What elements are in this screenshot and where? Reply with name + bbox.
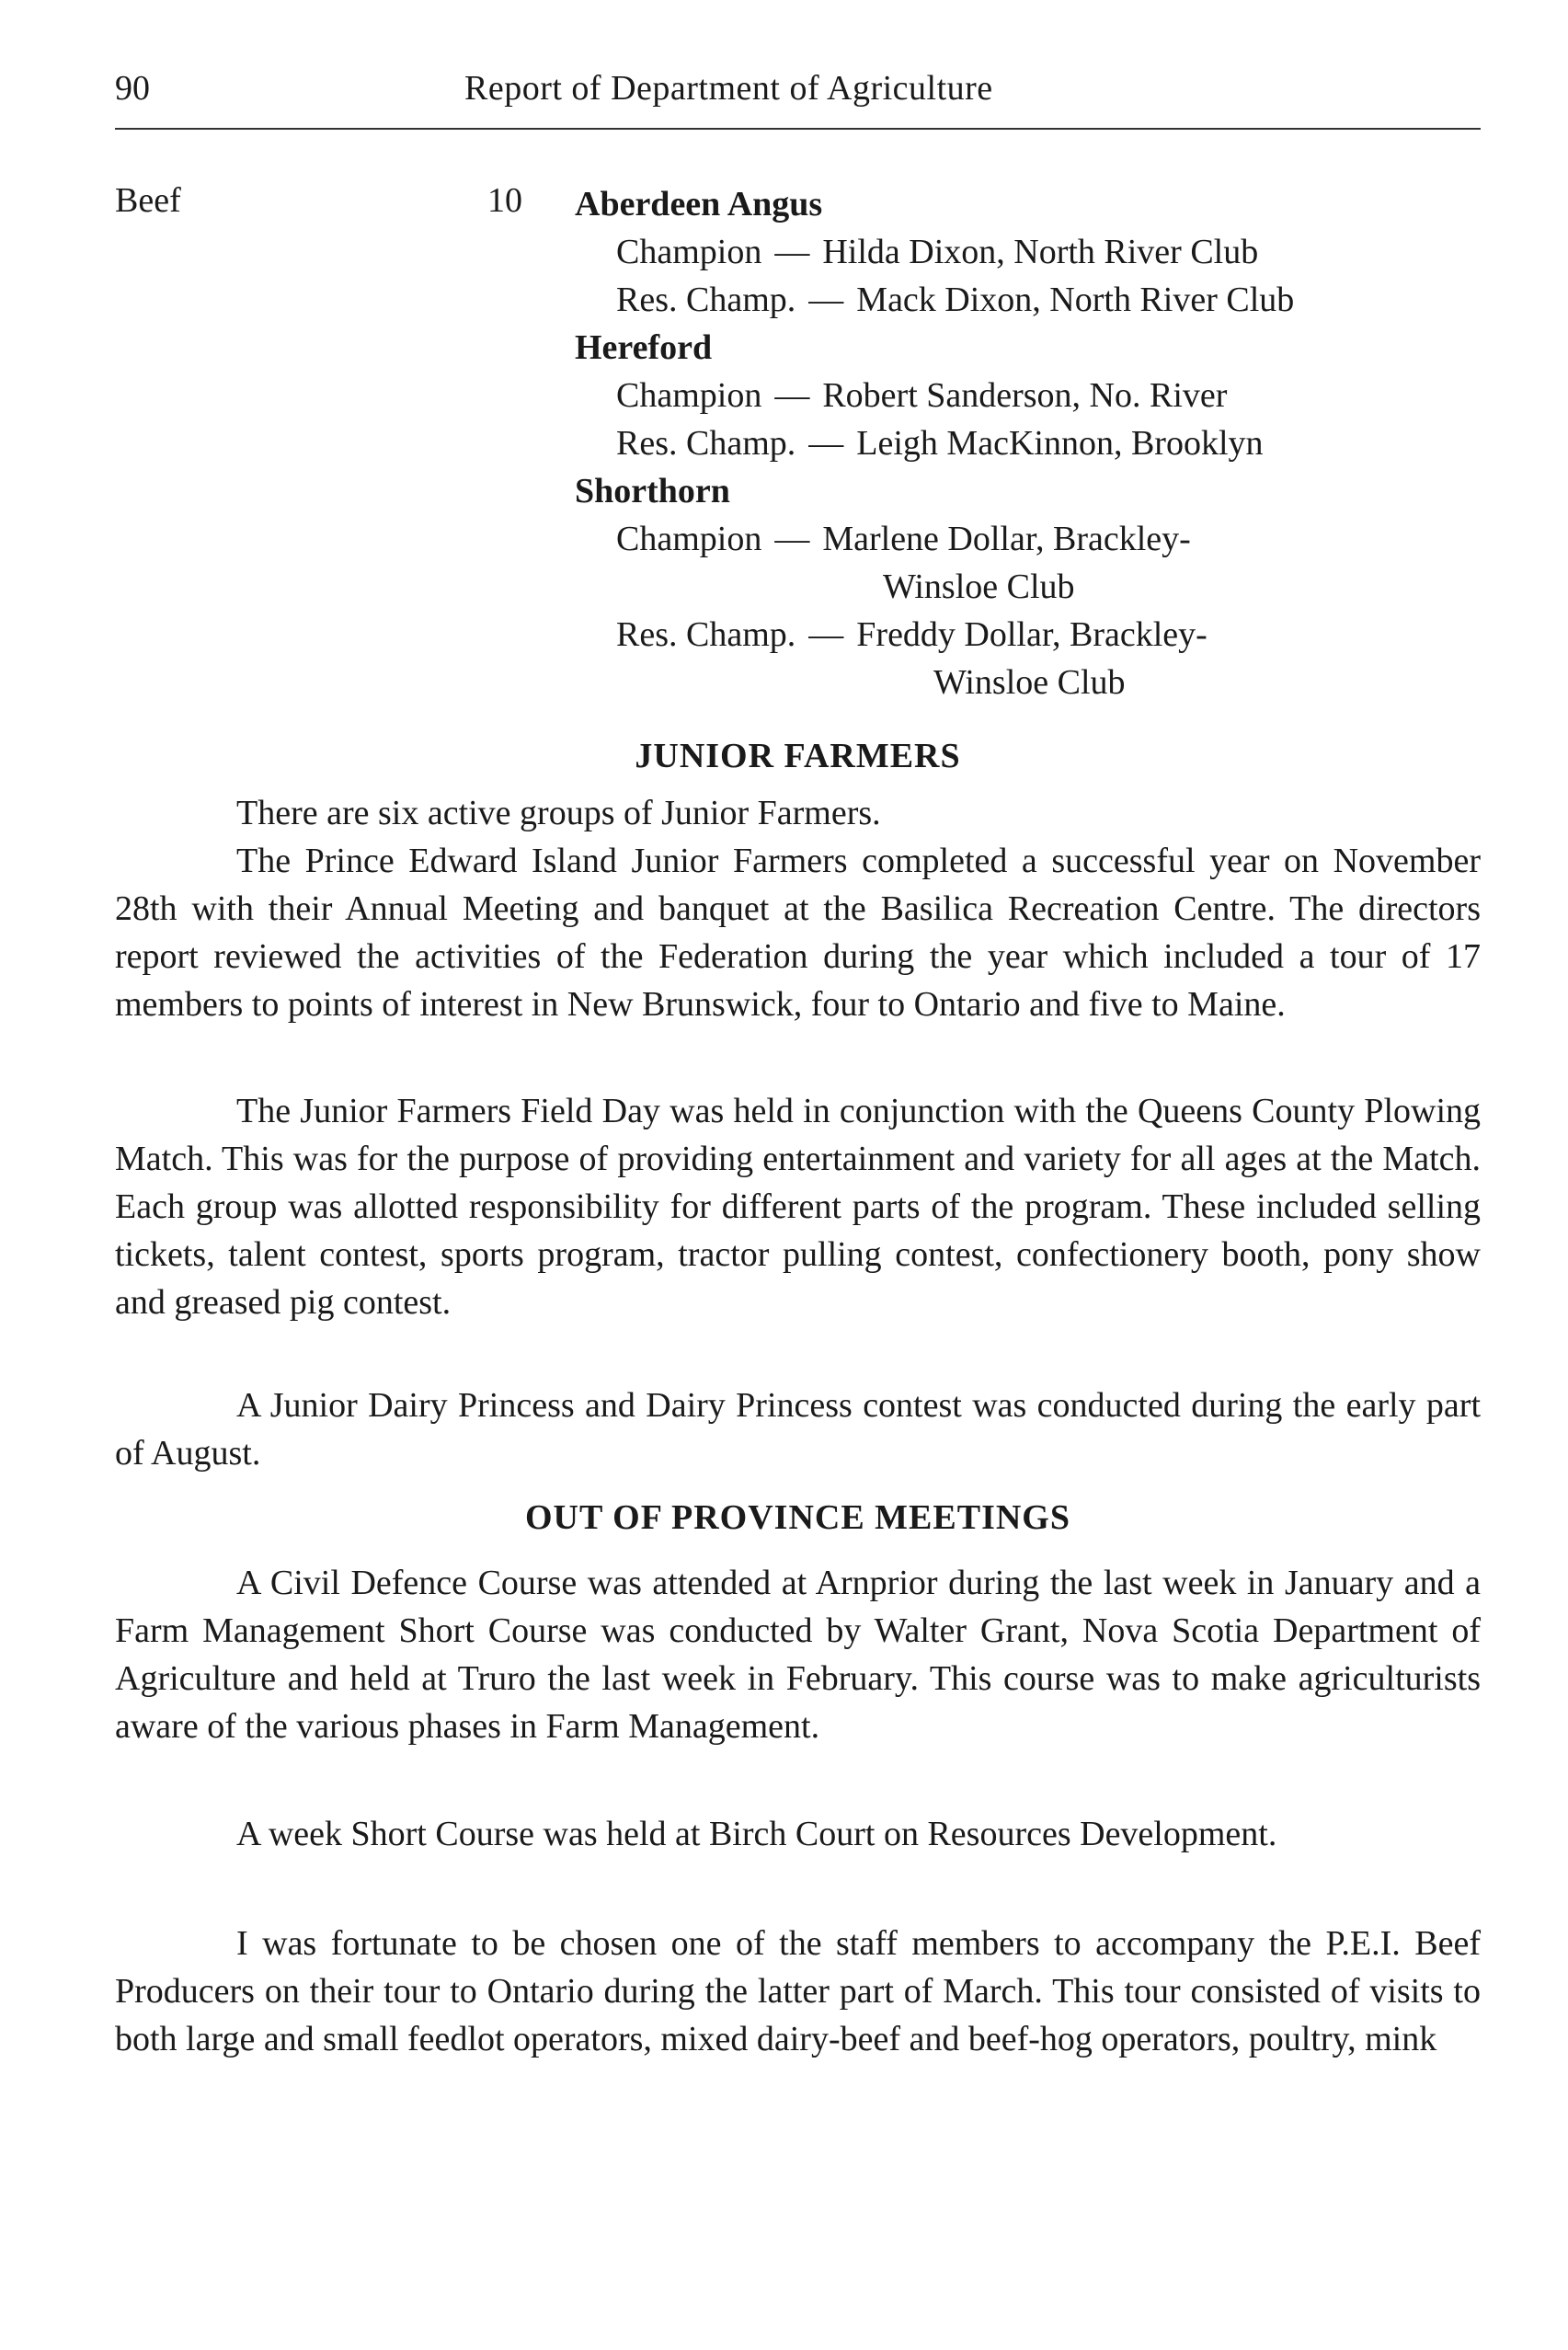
award-role: Champion (616, 520, 762, 558)
paragraph: I was fortunate to be chosen one of the staff members to accompany the P.E.I. Beef Producers on their tour to Ontario during the latter part of March. This tour consisted of visits to both large and small feedlot operators, mixed dairy-beef and beef-hog operators, poultry, mink (115, 1924, 1481, 2058)
award-line (575, 515, 1494, 563)
award-line (575, 228, 1494, 276)
category-count: 10 (487, 181, 522, 220)
category-label: Beef (115, 181, 181, 220)
award-role: Champion (616, 233, 762, 271)
paragraph: There are six active groups of Junior Farmers. (236, 794, 881, 832)
award-dash: — (808, 424, 844, 463)
award-winner: Mack Dixon, North River Club (856, 281, 1295, 319)
award-winner-continuation: Winsloe Club (933, 663, 1126, 702)
paragraph: The Prince Edward Island Junior Farmers completed a successful year on November 28th with their Annual Meeting and banquet at the Basilica Recreation Centre. The directors report reviewed the activities of the Federation during the year which included a tour of 17 members to points of interest in New Brunswick, four to Ontario and five to Maine. (115, 842, 1481, 1024)
breed-name: Hereford (575, 328, 713, 367)
breed-awards-list (575, 180, 1494, 706)
page-header (115, 68, 1481, 123)
section-heading-out-of-province-meetings: OUT OF PROVINCE MEETINGS (524, 1498, 1071, 1537)
paragraph: A week Short Course was held at Birch Court on Resources Development. (236, 1815, 1277, 1853)
award-dash: — (808, 615, 844, 654)
paragraph: A Civil Defence Course was attended at Arnprior during the last week in January and a Farm Management Short Course was conducted by Walter Grant, Nova Scotia Department of Agriculture and held at Truro the last week in February. This course was to make agriculturists aware of the various phases in Farm Management. (115, 1564, 1481, 1746)
award-role: Res. Champ. (616, 424, 796, 463)
award-winner-continuation: Winsloe Club (883, 567, 1075, 606)
paragraph: The Junior Farmers Field Day was held in conjunction with the Queens County Plowing Match. This was for the purpose of providing entertainment and variety for all ages at the Match. Each group was allotted responsibility for different parts of the program. These included selling tickets, talent contest, sports program, tractor pulling contest, confectionery booth, pony show and greased pig contest. (115, 1092, 1481, 1322)
breed-name: Shorthorn (575, 472, 730, 510)
award-winner: Hilda Dixon, North River Club (822, 233, 1259, 271)
award-dash: — (774, 520, 810, 558)
award-line (575, 611, 1494, 659)
award-line (575, 276, 1494, 324)
award-dash: — (808, 281, 844, 319)
running-head: Report of Department of Agriculture (464, 69, 993, 108)
award-winner: Marlene Dollar, Brackley- (822, 520, 1191, 558)
award-line (575, 419, 1494, 467)
award-line (575, 372, 1494, 419)
award-role: Champion (616, 376, 762, 415)
award-dash: — (774, 233, 810, 271)
paragraph: A Junior Dairy Princess and Dairy Princess contest was conducted during the early part of August. (115, 1386, 1481, 1473)
section-heading-junior-farmers: JUNIOR FARMERS (635, 737, 961, 775)
page-number: 90 (115, 69, 150, 108)
award-winner: Robert Sanderson, No. River (822, 376, 1228, 415)
breed-name: Aberdeen Angus (575, 185, 823, 224)
award-role: Res. Champ. (616, 615, 796, 654)
award-dash: — (774, 376, 810, 415)
award-winner: Freddy Dollar, Brackley- (856, 615, 1207, 654)
award-role: Res. Champ. (616, 281, 796, 319)
header-rule (115, 128, 1481, 130)
award-winner: Leigh MacKinnon, Brooklyn (856, 424, 1264, 463)
